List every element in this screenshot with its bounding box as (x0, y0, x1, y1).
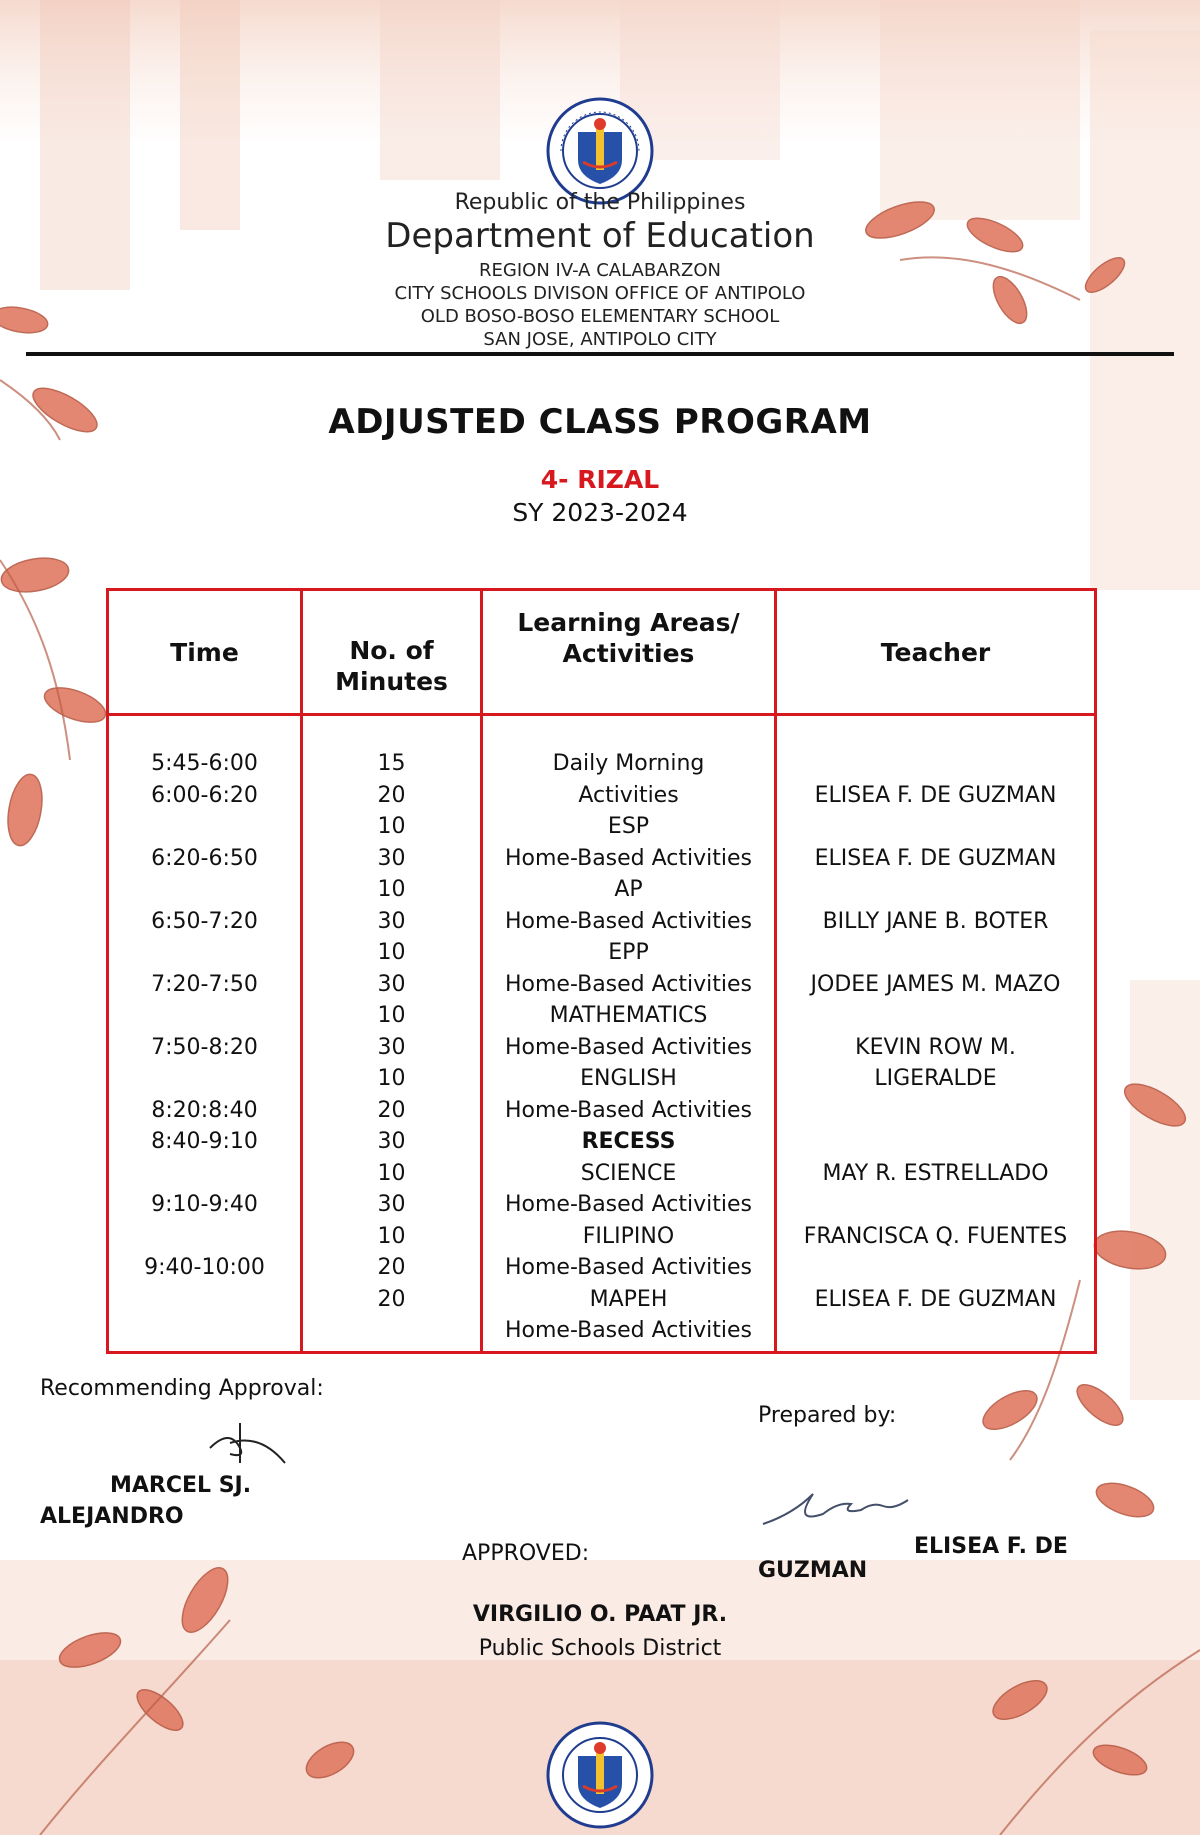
learning-area-cell: MATHEMATICS (549, 1003, 708, 1028)
minutes-cell: 30 (377, 971, 406, 997)
time-cell: 6:50-7:20 (151, 908, 258, 934)
time-cell (109, 1221, 300, 1253)
time-cell (109, 811, 300, 843)
time-cell: 6:20-6:50 (151, 845, 258, 871)
minutes-cell: 10 (377, 1003, 406, 1028)
minutes-cell: 30 (377, 845, 406, 871)
section-label: 4- RIZAL (540, 465, 660, 494)
minutes-cell: 30 (377, 1192, 406, 1217)
teacher-cell: FRANCISCA Q. FUENTES (803, 1223, 1068, 1249)
division-line: CITY SCHOOLS DIVISON OFFICE OF ANTIPOLO (394, 283, 806, 304)
minutes-cell: 30 (377, 908, 406, 934)
teacher-cell: KEVIN ROW M. (855, 1034, 1016, 1060)
time-cell: 7:20-7:50 (151, 971, 258, 997)
minutes-cell: 20 (377, 1255, 406, 1280)
recommending-name: MARCEL SJ. (110, 1473, 252, 1498)
teacher-cell: LIGERALDE (874, 1066, 997, 1091)
minutes-cell: 10 (377, 940, 406, 965)
time-cell (109, 1063, 300, 1095)
learning-area-cell: Home-Based Activities (504, 1034, 753, 1060)
header-learning-areas: Learning Areas/ Activities (482, 590, 776, 715)
teacher-cell (777, 1000, 1094, 1032)
class-program-table (106, 588, 1097, 1354)
minutes-cell: 30 (377, 1129, 406, 1154)
learning-area-cell: ESP (607, 814, 650, 839)
learning-area-cell: FILIPINO (582, 1223, 675, 1249)
minutes-column (302, 715, 482, 1353)
teacher-cell: BILLY JANE B. BOTER (822, 908, 1049, 934)
teacher-cell: MAY R. ESTRELLADO (822, 1160, 1049, 1186)
teacher-cell: ELISEA F. DE GUZMAN (814, 1286, 1057, 1312)
address-line: SAN JOSE, ANTIPOLO CITY (483, 329, 717, 350)
minutes-cell: 20 (377, 1097, 406, 1123)
prepared-name-2-clip (758, 1556, 898, 1583)
learning-area-cell: RECESS (581, 1129, 676, 1154)
learning-area-cell: Home-Based Activities (504, 1318, 753, 1343)
time-cell: 6:00-6:20 (151, 782, 258, 808)
teacher-cell (777, 748, 1094, 780)
learning-area-cell: EPP (608, 940, 649, 965)
teacher-column (776, 715, 1096, 1353)
recommending-name-2: ALEJANDRO (40, 1504, 184, 1529)
minutes-cell: 20 (377, 782, 406, 808)
teacher-cell: ELISEA F. DE GUZMAN (814, 782, 1057, 808)
time-column (108, 715, 302, 1353)
time-cell (109, 937, 300, 969)
teacher-cell (777, 874, 1094, 906)
time-cell: 8:20:8:40 (151, 1097, 258, 1123)
time-cell (109, 1000, 300, 1032)
school-year: SY 2023-2024 (512, 498, 688, 527)
teacher-cell (777, 937, 1094, 969)
minutes-cell: 10 (377, 1160, 406, 1186)
minutes-cell: 20 (377, 1286, 406, 1312)
prepared-name-2: GUZMAN (758, 1558, 868, 1583)
approved-title: Public Schools District (478, 1636, 722, 1661)
minutes-cell: 10 (377, 814, 406, 839)
time-cell: 5:45-6:00 (151, 751, 258, 776)
minutes-cell: 10 (377, 1066, 406, 1091)
deped-seal-icon (545, 1720, 655, 1830)
learning-area-cell: Daily Morning (552, 751, 705, 776)
learning-area-cell: Home-Based Activities (504, 908, 753, 934)
prepared-by-label: Prepared by: (758, 1403, 897, 1428)
approved-label: APPROVED: (462, 1541, 590, 1566)
region-line: REGION IV-A CALABARZON (479, 260, 721, 281)
teacher-cell (777, 1189, 1094, 1221)
minutes-cell: 10 (377, 1223, 406, 1249)
teacher-cell (777, 1095, 1094, 1127)
time-cell (109, 1284, 300, 1316)
learning-area-cell: Home-Based Activities (504, 1097, 753, 1123)
learning-area-cell: AP (614, 877, 643, 902)
table-row (108, 715, 1096, 1353)
republic-line: Republic of the Philippines (454, 190, 746, 215)
learning-area-cell: Home-Based Activities (504, 1192, 753, 1217)
time-cell (109, 1315, 300, 1347)
minutes-cell: 15 (377, 751, 406, 776)
school-line: OLD BOSO-BOSO ELEMENTARY SCHOOL (420, 306, 780, 327)
learning-area-cell: MAPEH (589, 1286, 668, 1312)
table-header-row (108, 590, 1096, 715)
teacher-cell (777, 1315, 1094, 1347)
time-cell: 9:40-10:00 (144, 1255, 265, 1280)
time-cell (109, 1158, 300, 1190)
learning-area-cell: Activities (578, 782, 679, 808)
learning-area-cell: ENGLISH (580, 1066, 677, 1091)
time-cell: 7:50-8:20 (151, 1034, 258, 1060)
page-title: ADJUSTED CLASS PROGRAM (328, 402, 872, 442)
signature-elisea (758, 1480, 903, 1530)
minutes-cell: 10 (377, 877, 406, 902)
approved-name: VIRGILIO O. PAAT JR. (472, 1602, 728, 1627)
teacher-cell: ELISEA F. DE GUZMAN (814, 845, 1057, 871)
learning-area-cell: Home-Based Activities (504, 971, 753, 997)
teacher-cell (777, 1126, 1094, 1158)
minutes-cell (303, 1315, 480, 1347)
minutes-cell: 30 (377, 1034, 406, 1060)
learning-area-cell: Home-Based Activities (504, 1255, 753, 1280)
header-minutes: No. of Minutes (302, 590, 482, 715)
header-time: Time (108, 590, 302, 715)
teacher-cell: JODEE JAMES M. MAZO (810, 971, 1061, 997)
time-cell: 8:40-9:10 (151, 1129, 258, 1154)
teacher-cell (777, 1252, 1094, 1284)
time-cell (109, 874, 300, 906)
prepared-name: ELISEA F. DE (914, 1534, 1068, 1559)
header-teacher: Teacher (776, 590, 1096, 715)
learning-areas-column (482, 715, 776, 1353)
learning-area-cell: SCIENCE (580, 1160, 677, 1186)
teacher-cell (777, 811, 1094, 843)
time-cell: 9:10-9:40 (151, 1192, 258, 1217)
department-name: Department of Education (385, 216, 815, 256)
recommending-approval-label: Recommending Approval: (40, 1376, 324, 1401)
learning-area-cell: Home-Based Activities (504, 845, 753, 871)
signature-marcel (200, 1418, 290, 1468)
header-divider (26, 352, 1174, 356)
